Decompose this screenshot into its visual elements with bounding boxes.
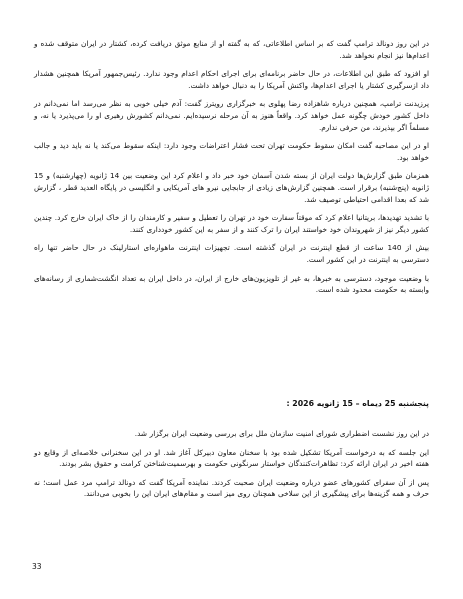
document-body-top [34,38,429,303]
page-number: 33 [32,562,42,571]
document-body-bottom [34,428,429,507]
paragraph: همزمان طبق گزارش‌ها دولت ایران از بسته شدن آسمان خود خبر داد و اعلام کرد این وضعیت بین 14 ژانویه (چهارشنبه) و 15 ژانویه (پنج‌شنبه) برقرار است. همچنین گزارش‌های زیادی از جابجایی نیرو های آمریکایی و انگلیسی در پایگاه العدید قطر ، گزارش شد که بعدا اقدامی احتیاطی توصیف شد. [34,171,429,204]
paragraph: با تشدید تهدیدها، بریتانیا اعلام کرد که موقتاً سفارت خود در تهران را تعطیل و سفیر و کارمندان را از خاک ایران خارج کرد. چندین کشور دیگر نیز از شهروندان خود خواستند ایران را ترک کنند و از سفر به این کشور خودداری کنند. [34,213,429,234]
paragraph: او افزود که طبق این اطلاعات، در حال حاضر برنامه‌ای برای اجرای احکام اعدام وجود ندارد. رئیس‌جمهور آمریکا همچنین هشدار داد ازسرگیری کشتار یا اجرای اعدام‌ها، واکنش آمریکا را به دنبال خواهد داشت. [34,69,429,90]
paragraph: در این روز دونالد ترامپ گفت که بر اساس اطلاعاتی، که به گفته او از منابع موثق دریافت کرده، کشتار در ایران متوقف شده و اعدام‌ها نیز انجام نخواهد شد. [34,39,429,60]
paragraph: با وضعیت موجود، دسترسی به خبرها، به غیر از تلویزیون‌های خارج از ایران، در داخل ایران به تعداد انگشت‌شماری از رسانه‌های وابسته به حکومت محدود شده است. [34,273,429,295]
paragraph: او در این مصاحبه گفت امکان سقوط حکومت تهران تحت فشار اعتراضات وجود دارد: اینکه سقوط می‌کند یا نه باید دید و جالب خواهد بود. [34,141,429,162]
section-heading: پنجشنبه 25 دیماه – 15 ژانویه 2026 : [286,399,429,408]
paragraph: پس از آن سفرای کشورهای عضو درباره وضعیت ایران صحبت کردند. نماینده آمریکا گفت که دونالد ترامپ مرد عمل است؛ نه حرف و همه گزینه‌ها برای پیشگیری از این سلاخی همچنان روی میز است و مقام‌های ایران این را بخوبی می‌دانند. [34,477,429,499]
paragraph: پرزیدنت ترامپ، همچنین درباره شاهزاده رضا پهلوی به خبرگزاری رویترز گفت: آدم خیلی خوبی به نظر می‌رسد اما نمی‌دانم در داخل کشور خودش چگونه عمل خواهد کرد. واقعاً هنوز به آن مرحله نرسیده‌ایم. نمی‌دانم کشورش رهبری او را می‌پذیرد یا نه، و مسلماً اگر بپذیرند، من حرفی ندارم. [34,99,429,132]
paragraph: این جلسه که به درخواست آمریکا تشکیل شده بود با سخنان معاون دبیرکل آغاز شد. او در این سخنرانی خلاصه‌ای از وقایع دو هفته اخیر در ایران ارائه کرد: تظاهرات‌کنندگان خواستار سرنگونی حکومت و بهرسمیت‌شناختن کرامت و حقوق بشر بودند. [34,447,429,469]
paragraph: در این روز نشست اضطراری شورای امنیت سازمان ملل برای بررسی وضعیت ایران برگزار شد. [134,429,429,438]
paragraph: بیش از 140 ساعت از قطع اینترنت در ایران گذشته است. تجهیزات اینترنت ماهواره‌ای استارلینک در حال حاضر تنها راه دسترسی به اینترنت در این کشور است. [34,243,429,264]
